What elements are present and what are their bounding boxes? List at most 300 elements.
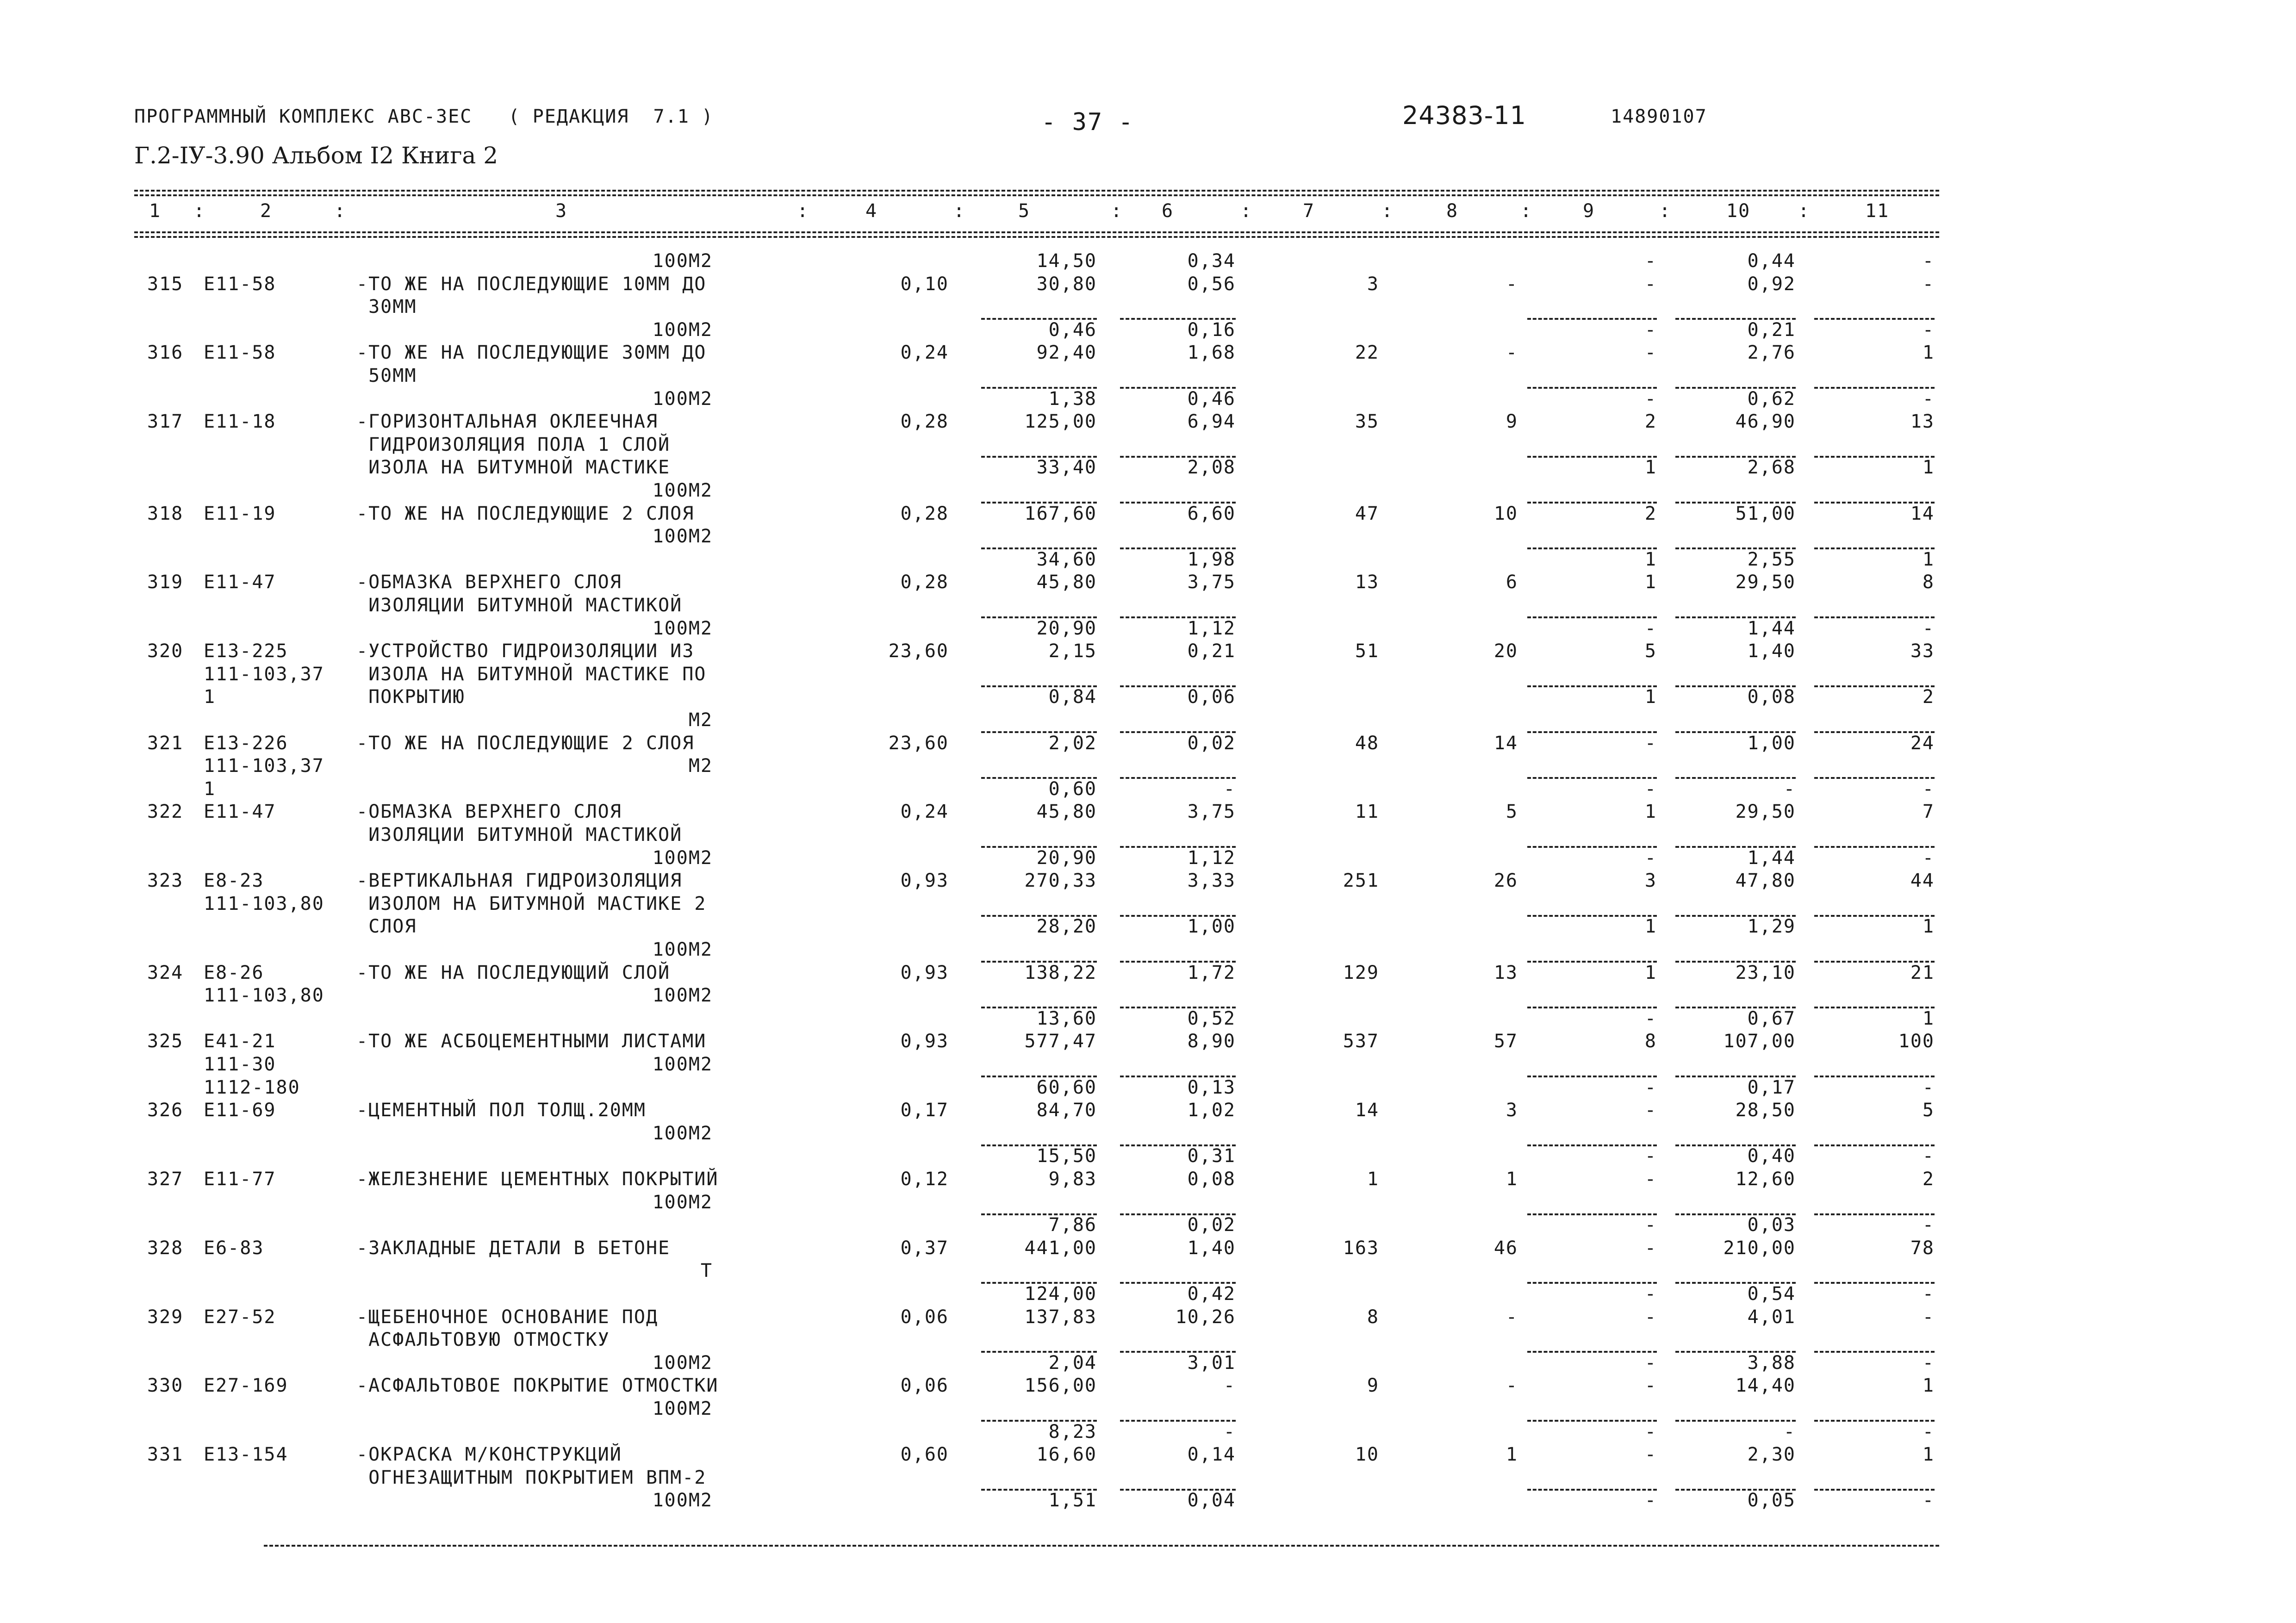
work-description: 100М2 <box>652 1054 713 1075</box>
work-description: -ВЕРТИКАЛЬНАЯ ГИДРОИЗОЛЯЦИЯ <box>356 870 683 892</box>
col-sep: : <box>1798 200 1811 222</box>
work-description: ИЗОЛЯЦИИ БИТУМНОЙ МАСТИКОЙ <box>356 595 683 616</box>
labor-value: 4,01 <box>1747 1306 1796 1328</box>
total-wages: 6 <box>1506 572 1518 593</box>
quantity: 0,06 <box>900 1306 949 1328</box>
total-cost: 1 <box>1367 1169 1379 1190</box>
unit-cost-machines: 0,16 <box>1187 319 1236 341</box>
labor-value: 29,50 <box>1735 801 1796 823</box>
row-number: 318 <box>147 503 184 524</box>
unit-cost-machines: 1,12 <box>1187 617 1236 639</box>
work-description: -УСТРОЙСТВО ГИДРОИЗОЛЯЦИИ ИЗ <box>356 640 695 662</box>
row-number: 324 <box>147 962 184 983</box>
unit-cost-machines: 1,72 <box>1187 962 1236 983</box>
work-description: -ГОРИЗОНТАЛЬНАЯ ОКЛЕЕЧНАЯ <box>356 411 659 433</box>
labor-value: 107,00 <box>1723 1031 1796 1052</box>
quantity: 0,28 <box>900 572 949 593</box>
rate-code: 111-30 <box>204 1054 276 1075</box>
work-description: М2 <box>688 755 713 777</box>
unit-cost: 2,02 <box>1048 732 1097 754</box>
col-9-value: - <box>1644 342 1657 364</box>
table-bottom-rule <box>264 1545 1939 1547</box>
col-9-value: 1 <box>1644 457 1657 479</box>
album-title: Г.2-IУ-3.90 Альбом I2 Книга 2 <box>134 142 498 169</box>
col-11-value: 24 <box>1910 732 1935 754</box>
col-9-value: - <box>1644 1145 1657 1167</box>
unit-cost-machines: 0,04 <box>1187 1490 1236 1511</box>
col-sep: : <box>334 200 347 222</box>
labor-value: 0,44 <box>1747 250 1796 272</box>
col-9-value: - <box>1644 1283 1657 1305</box>
unit-cost-machines: 1,12 <box>1187 847 1236 869</box>
labor-value: 2,30 <box>1747 1444 1796 1466</box>
total-wages: 20 <box>1493 640 1518 662</box>
unit-cost: 34,60 <box>1036 548 1097 570</box>
col-11-value: 100 <box>1898 1031 1935 1052</box>
total-cost: 11 <box>1355 801 1379 823</box>
work-description: ИЗОЛА НА БИТУМНОЙ МАСТИКЕ <box>356 457 671 479</box>
col-2-header: 2 <box>260 200 273 222</box>
labor-value: 1,44 <box>1747 617 1796 639</box>
unit-cost-machines: 3,01 <box>1187 1352 1236 1374</box>
rate-code: Е27-52 <box>204 1306 276 1328</box>
total-cost: 48 <box>1355 732 1379 754</box>
labor-value: 51,00 <box>1735 503 1796 524</box>
unit-cost: 2,15 <box>1048 640 1097 662</box>
labor-value: 28,50 <box>1735 1100 1796 1121</box>
col-9-value: - <box>1644 250 1657 272</box>
labor-value: 0,21 <box>1747 319 1796 341</box>
labor-value: 0,17 <box>1747 1076 1796 1098</box>
quantity: 23,60 <box>888 732 949 754</box>
col-11-value: - <box>1922 388 1935 410</box>
total-wages: - <box>1506 273 1518 295</box>
col-9-value: - <box>1644 778 1657 800</box>
quantity: 0,93 <box>900 870 949 892</box>
unit-cost: 167,60 <box>1024 503 1097 524</box>
row-number: 331 <box>147 1444 184 1466</box>
table-top-rule-2 <box>134 194 1939 196</box>
quantity: 0,93 <box>900 1031 949 1052</box>
col-11-value: 1 <box>1922 457 1935 479</box>
work-description: ГИДРОИЗОЛЯЦИЯ ПОЛА 1 СЛОЙ <box>356 434 671 455</box>
unit-cost-machines: 1,02 <box>1187 1100 1236 1121</box>
col-9-value: - <box>1644 1076 1657 1098</box>
col-9-value: 3 <box>1644 870 1657 892</box>
quantity: 0,37 <box>900 1237 949 1259</box>
work-description: 30ММ <box>356 296 417 318</box>
total-wages: - <box>1506 1375 1518 1397</box>
col-sep: : <box>1520 200 1533 222</box>
work-description: -ТО ЖЕ НА ПОСЛЕДУЮЩИЕ 10ММ ДО <box>356 273 707 295</box>
labor-value: - <box>1783 1421 1796 1443</box>
row-number: 321 <box>147 732 184 754</box>
work-description: ИЗОЛЯЦИИ БИТУМНОЙ МАСТИКОЙ <box>356 824 683 846</box>
col-sep: : <box>1111 200 1123 222</box>
work-description: -ЖЕЛЕЗНЕНИЕ ЦЕМЕНТНЫХ ПОКРЫТИЙ <box>356 1169 719 1190</box>
col-11-value: 1 <box>1922 342 1935 364</box>
work-description: М2 <box>688 709 713 731</box>
col-11-value: 44 <box>1910 870 1935 892</box>
unit-cost: 577,47 <box>1024 1031 1097 1052</box>
col-9-value: - <box>1644 617 1657 639</box>
total-wages: 9 <box>1506 411 1518 433</box>
col-9-value: 1 <box>1644 686 1657 708</box>
work-description: 100М2 <box>652 1122 713 1144</box>
total-cost: 13 <box>1355 572 1379 593</box>
total-cost: 14 <box>1355 1100 1379 1121</box>
unit-cost-machines: 2,08 <box>1187 457 1236 479</box>
row-number: 330 <box>147 1375 184 1397</box>
work-description: -ТО ЖЕ НА ПОСЛЕДУЮЩИЕ 2 СЛОЯ <box>356 732 695 754</box>
header-bottom-rule <box>134 231 1939 233</box>
total-cost: 8 <box>1367 1306 1379 1328</box>
rate-code: Е11-47 <box>204 572 276 593</box>
unit-cost: 14,50 <box>1036 250 1097 272</box>
work-description: ИЗОЛОМ НА БИТУМНОЙ МАСТИКЕ 2 <box>356 893 707 914</box>
work-description: 100М2 <box>652 847 713 869</box>
col-sep: : <box>797 200 809 222</box>
total-cost: 537 <box>1343 1031 1379 1052</box>
col-9-header: 9 <box>1583 200 1595 222</box>
unit-cost-machines: 1,68 <box>1187 342 1236 364</box>
col-9-value: - <box>1644 732 1657 754</box>
col-6-header: 6 <box>1162 200 1174 222</box>
total-wages: 3 <box>1506 1100 1518 1121</box>
rate-code: Е11-47 <box>204 801 276 823</box>
unit-cost: 60,60 <box>1036 1076 1097 1098</box>
col-11-value: - <box>1922 1352 1935 1374</box>
col-9-value: - <box>1644 1214 1657 1236</box>
col-11-value: - <box>1922 1490 1935 1511</box>
col-11-header: 11 <box>1865 200 1890 222</box>
unit-cost: 1,51 <box>1048 1490 1097 1511</box>
col-11-value: 1 <box>1922 1444 1935 1466</box>
total-cost: 10 <box>1355 1444 1379 1466</box>
unit-cost-machines: 0,46 <box>1187 388 1236 410</box>
unit-cost: 137,83 <box>1024 1306 1097 1328</box>
col-11-value: - <box>1922 1283 1935 1305</box>
rate-code: Е13-225 <box>204 640 288 662</box>
col-11-value: - <box>1922 1306 1935 1328</box>
unit-cost: 9,83 <box>1048 1169 1097 1190</box>
total-cost: 3 <box>1367 273 1379 295</box>
unit-cost: 45,80 <box>1036 801 1097 823</box>
col-11-value: 8 <box>1922 572 1935 593</box>
col-11-value: 7 <box>1922 801 1935 823</box>
col-11-value: 2 <box>1922 686 1935 708</box>
unit-cost-machines: 0,13 <box>1187 1076 1236 1098</box>
work-description: ОГНЕЗАЩИТНЫМ ПОКРЫТИЕМ ВПМ-2 <box>356 1467 707 1488</box>
row-number: 326 <box>147 1100 184 1121</box>
labor-value: 1,00 <box>1747 732 1796 754</box>
work-description: -ТО ЖЕ НА ПОСЛЕДУЮЩИЕ 2 СЛОЯ <box>356 503 695 524</box>
unit-cost-machines: 6,94 <box>1187 411 1236 433</box>
rate-code: Е41-21 <box>204 1031 276 1052</box>
work-description: 100М2 <box>652 1490 713 1511</box>
col-9-value: 2 <box>1644 503 1657 524</box>
col-sep: : <box>1381 200 1394 222</box>
rate-code: Е6-83 <box>204 1237 264 1259</box>
labor-value: 0,62 <box>1747 388 1796 410</box>
col-11-value: - <box>1922 319 1935 341</box>
labor-value: 2,55 <box>1747 548 1796 570</box>
unit-cost: 20,90 <box>1036 617 1097 639</box>
table-top-rule <box>134 190 1939 192</box>
unit-cost-machines: - <box>1223 1375 1236 1397</box>
total-wages: 1 <box>1506 1444 1518 1466</box>
unit-cost: 30,80 <box>1036 273 1097 295</box>
labor-value: 0,40 <box>1747 1145 1796 1167</box>
quantity: 0,10 <box>900 273 949 295</box>
row-number: 317 <box>147 411 184 433</box>
rate-code: Е11-69 <box>204 1100 276 1121</box>
quantity: 0,28 <box>900 503 949 524</box>
rate-code: Е11-19 <box>204 503 276 524</box>
work-description: -ТО ЖЕ НА ПОСЛЕДУЮЩИЕ 30ММ ДО <box>356 342 707 364</box>
unit-cost-machines: 3,75 <box>1187 801 1236 823</box>
unit-cost: 92,40 <box>1036 342 1097 364</box>
rate-code: 1112-180 <box>204 1076 300 1098</box>
labor-value: 1,40 <box>1747 640 1796 662</box>
labor-value: - <box>1783 778 1796 800</box>
labor-value: 29,50 <box>1735 572 1796 593</box>
unit-cost-machines: 0,14 <box>1187 1444 1236 1466</box>
unit-cost: 15,50 <box>1036 1145 1097 1167</box>
labor-value: 3,88 <box>1747 1352 1796 1374</box>
unit-cost-machines: 0,02 <box>1187 1214 1236 1236</box>
total-wages: 46 <box>1493 1237 1518 1259</box>
row-number: 316 <box>147 342 184 364</box>
work-description: СЛОЯ <box>356 916 417 938</box>
unit-cost: 84,70 <box>1036 1100 1097 1121</box>
row-number: 325 <box>147 1031 184 1052</box>
col-4-header: 4 <box>865 200 878 222</box>
col-11-value: 5 <box>1922 1100 1935 1121</box>
unit-cost-machines: 0,31 <box>1187 1145 1236 1167</box>
unit-cost-machines: - <box>1223 778 1236 800</box>
work-description: -ОКРАСКА М/КОНСТРУКЦИЙ <box>356 1444 622 1466</box>
work-description: 100М2 <box>652 939 713 960</box>
col-sep: : <box>1659 200 1672 222</box>
rate-code: Е8-23 <box>204 870 264 892</box>
rate-code: Е11-18 <box>204 411 276 433</box>
work-description: -ЗАКЛАДНЫЕ ДЕТАЛИ В БЕТОНЕ <box>356 1237 671 1259</box>
labor-value: 12,60 <box>1735 1169 1796 1190</box>
page-number: - 37 - <box>1041 108 1134 136</box>
quantity: 0,24 <box>900 801 949 823</box>
rate-code: Е13-154 <box>204 1444 288 1466</box>
unit-cost: 7,86 <box>1048 1214 1097 1236</box>
unit-cost: 0,60 <box>1048 778 1097 800</box>
unit-cost-machines: 0,08 <box>1187 1169 1236 1190</box>
quantity: 0,28 <box>900 411 949 433</box>
col-sep: : <box>193 200 206 222</box>
total-wages: - <box>1506 1306 1518 1328</box>
work-description: 100М2 <box>652 480 713 501</box>
labor-value: 1,29 <box>1747 916 1796 938</box>
unit-cost-machines: 0,52 <box>1187 1007 1236 1029</box>
col-9-value: - <box>1644 388 1657 410</box>
col-9-value: - <box>1644 1444 1657 1466</box>
unit-cost: 16,60 <box>1036 1444 1097 1466</box>
work-description: -ТО ЖЕ АСБОЦЕМЕНТНЫМИ ЛИСТАМИ <box>356 1031 707 1052</box>
work-description: -ОБМАЗКА ВЕРХНЕГО СЛОЯ <box>356 801 622 823</box>
row-number: 329 <box>147 1306 184 1328</box>
col-11-value: - <box>1922 273 1935 295</box>
work-description: 100М2 <box>652 319 713 341</box>
col-11-value: - <box>1922 1421 1935 1443</box>
col-3-header: 3 <box>555 200 568 222</box>
total-cost: 251 <box>1343 870 1379 892</box>
total-cost: 163 <box>1343 1237 1379 1259</box>
col-11-value: - <box>1922 250 1935 272</box>
col-9-value: - <box>1644 1375 1657 1397</box>
labor-value: 0,08 <box>1747 686 1796 708</box>
total-wages: 5 <box>1506 801 1518 823</box>
rate-code: 1 <box>204 686 216 708</box>
col-11-value: 1 <box>1922 1375 1935 1397</box>
labor-value: 210,00 <box>1723 1237 1796 1259</box>
col-11-value: - <box>1922 1145 1935 1167</box>
rate-code: Е11-58 <box>204 342 276 364</box>
col-7-header: 7 <box>1303 200 1315 222</box>
unit-cost: 0,84 <box>1048 686 1097 708</box>
unit-cost-machines: 0,02 <box>1187 732 1236 754</box>
total-wages: 10 <box>1493 503 1518 524</box>
work-description: 100М2 <box>652 1191 713 1213</box>
col-11-value: 21 <box>1910 962 1935 983</box>
unit-cost-machines: 3,75 <box>1187 572 1236 593</box>
work-description: 100М2 <box>652 250 713 272</box>
col-11-value: - <box>1922 617 1935 639</box>
unit-cost-machines: 0,42 <box>1187 1283 1236 1305</box>
unit-cost: 33,40 <box>1036 457 1097 479</box>
unit-cost-machines: 1,40 <box>1187 1237 1236 1259</box>
total-cost: 9 <box>1367 1375 1379 1397</box>
work-description: 100М2 <box>652 526 713 547</box>
labor-value: 2,68 <box>1747 457 1796 479</box>
col-11-value: 1 <box>1922 548 1935 570</box>
work-description: Т <box>700 1260 713 1282</box>
col-9-value: - <box>1644 1306 1657 1328</box>
unit-cost-machines: 0,06 <box>1187 686 1236 708</box>
col-9-value: - <box>1644 847 1657 869</box>
col-9-value: 1 <box>1644 572 1657 593</box>
work-description: 100М2 <box>652 985 713 1007</box>
quantity: 0,60 <box>900 1444 949 1466</box>
row-number: 328 <box>147 1237 184 1259</box>
rate-code: 111-103,80 <box>204 893 324 914</box>
total-cost: 22 <box>1355 342 1379 364</box>
unit-cost-machines: 8,90 <box>1187 1031 1236 1052</box>
document-code: 14890107 <box>1611 106 1707 127</box>
total-wages: 57 <box>1493 1031 1518 1052</box>
quantity: 0,17 <box>900 1100 949 1121</box>
col-11-value: 14 <box>1910 503 1935 524</box>
quantity: 23,60 <box>888 640 949 662</box>
labor-value: 0,67 <box>1747 1007 1796 1029</box>
rate-code: Е11-77 <box>204 1169 276 1190</box>
document-number: 24383-11 <box>1402 101 1526 130</box>
labor-value: 0,03 <box>1747 1214 1796 1236</box>
col-9-value: - <box>1644 319 1657 341</box>
work-description: 50ММ <box>356 365 417 386</box>
col-10-header: 10 <box>1726 200 1751 222</box>
work-description: 100М2 <box>652 388 713 410</box>
unit-cost-machines: 1,00 <box>1187 916 1236 938</box>
col-9-value: - <box>1644 1100 1657 1121</box>
col-sep: : <box>1240 200 1253 222</box>
unit-cost-machines: - <box>1223 1421 1236 1443</box>
labor-value: 0,05 <box>1747 1490 1796 1511</box>
work-description: ИЗОЛА НА БИТУМНОЙ МАСТИКЕ ПО <box>356 663 707 685</box>
unit-cost: 20,90 <box>1036 847 1097 869</box>
unit-cost-machines: 1,98 <box>1187 548 1236 570</box>
col-9-value: 1 <box>1644 548 1657 570</box>
unit-cost: 270,33 <box>1024 870 1097 892</box>
work-description: ПОКРЫТИЮ <box>356 686 465 708</box>
col-9-value: - <box>1644 1490 1657 1511</box>
work-description: 100М2 <box>652 617 713 639</box>
unit-cost: 156,00 <box>1024 1375 1097 1397</box>
unit-cost: 138,22 <box>1024 962 1097 983</box>
unit-cost-machines: 10,26 <box>1175 1306 1236 1328</box>
unit-cost: 45,80 <box>1036 572 1097 593</box>
work-description: -ЦЕМЕНТНЫЙ ПОЛ ТОЛЩ.20ММ <box>356 1100 646 1121</box>
unit-cost-machines: 3,33 <box>1187 870 1236 892</box>
col-11-value: 78 <box>1910 1237 1935 1259</box>
unit-cost-machines: 6,60 <box>1187 503 1236 524</box>
total-cost: 35 <box>1355 411 1379 433</box>
col-9-value: - <box>1644 1421 1657 1443</box>
row-number: 322 <box>147 801 184 823</box>
unit-cost: 13,60 <box>1036 1007 1097 1029</box>
unit-cost: 124,00 <box>1024 1283 1097 1305</box>
col-11-value: - <box>1922 847 1935 869</box>
labor-value: 2,76 <box>1747 342 1796 364</box>
col-11-value: 33 <box>1910 640 1935 662</box>
total-wages: 26 <box>1493 870 1518 892</box>
header-bottom-rule-2 <box>134 236 1939 238</box>
rate-code: Е27-169 <box>204 1375 288 1397</box>
col-9-value: 1 <box>1644 916 1657 938</box>
row-number: 327 <box>147 1169 184 1190</box>
quantity: 0,12 <box>900 1169 949 1190</box>
row-number: 320 <box>147 640 184 662</box>
total-wages: 13 <box>1493 962 1518 983</box>
col-9-value: 8 <box>1644 1031 1657 1052</box>
work-description: АСФАЛЬТОВУЮ ОТМОСТКУ <box>356 1329 610 1351</box>
col-9-value: 2 <box>1644 411 1657 433</box>
rate-code: 1 <box>204 778 216 800</box>
col-5-header: 5 <box>1018 200 1031 222</box>
work-description: -ЩЕБЕНОЧНОЕ ОСНОВАНИЕ ПОД <box>356 1306 659 1328</box>
unit-cost: 125,00 <box>1024 411 1097 433</box>
rate-code: 111-103,37 <box>204 663 324 685</box>
unit-cost: 1,38 <box>1048 388 1097 410</box>
unit-cost: 0,46 <box>1048 319 1097 341</box>
labor-value: 14,40 <box>1735 1375 1796 1397</box>
total-wages: 14 <box>1493 732 1518 754</box>
unit-cost-machines: 0,56 <box>1187 273 1236 295</box>
col-9-value: 1 <box>1644 962 1657 983</box>
col-11-value: 13 <box>1910 411 1935 433</box>
labor-value: 23,10 <box>1735 962 1796 983</box>
col-11-value: 2 <box>1922 1169 1935 1190</box>
labor-value: 46,90 <box>1735 411 1796 433</box>
col-9-value: - <box>1644 1007 1657 1029</box>
